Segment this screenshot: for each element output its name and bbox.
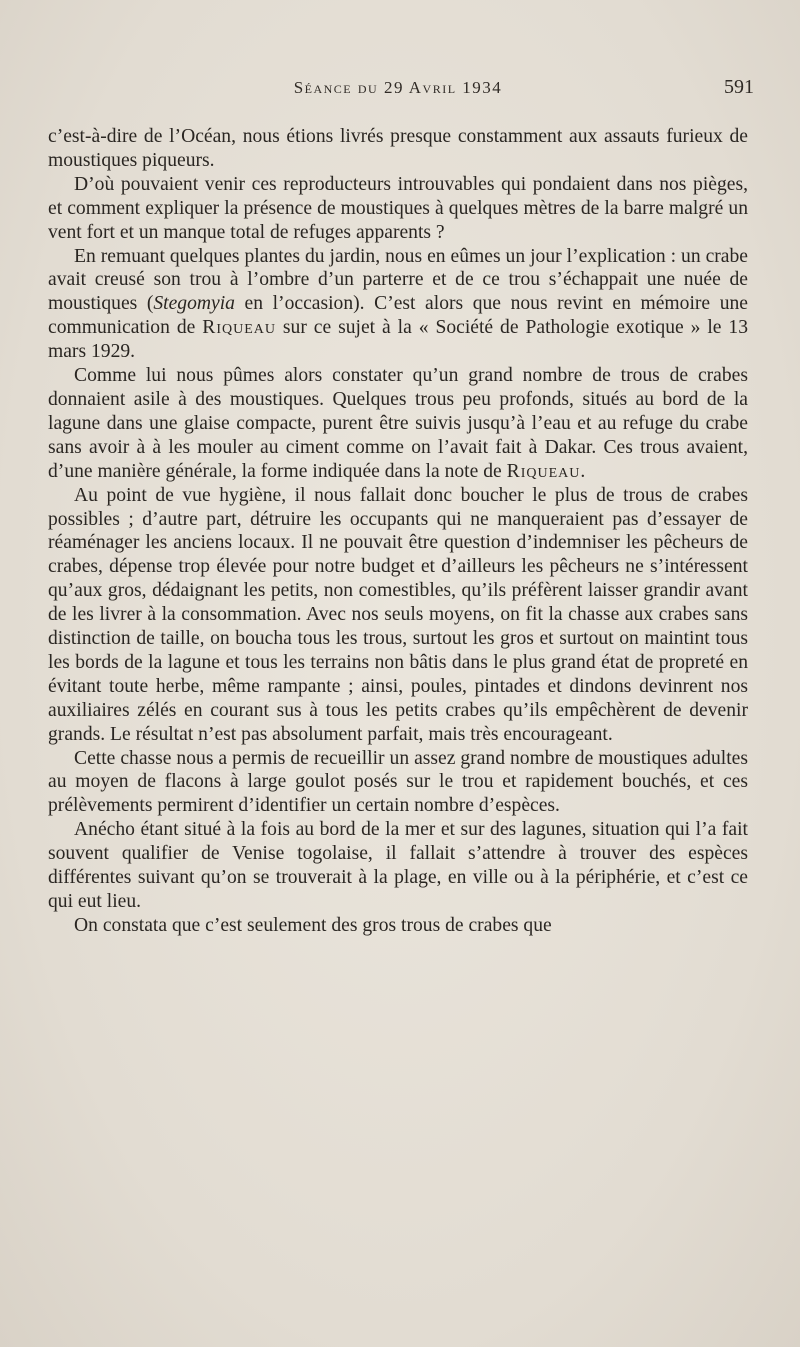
running-header [48,76,754,108]
paragraph [48,364,748,484]
paragraph-text: D’où pouvaient venir ces reproducteurs introuvables qui pondaient dans nos pièges, et comment expliquer la présence de moustiques à quelques mètres de la barre malgré un vent fort et un manque total de refuges apparents ? [48,173,748,243]
paragraph [48,914,748,938]
paragraph-text: Anécho étant situé à la fois au bord de la mer et sur des lagunes, situation qui l’a fait souvent qualifier de Venise togolaise, il fallait s’attendre à trouver des espèces différentes suivant qu’on se trouverait à la plage, en ville ou à la périphérie, et c’est ce qui eut lieu. [48,819,748,912]
paragraph-text: Au point de vue hygiène, il nous fallait donc boucher le plus de trous de crabes possibles ; d’autre part, détruire les occupants qui ne manqueraient pas d’essayer de réaménager les anciens locaux. Il ne pouvait être question d’indemniser les pêcheurs de crabes, dépense trop élevée pour notre budget et d’ailleurs les pêcheurs ne s’intéressent qu’aux gros, dédaignant les petits, non comestibles, qu’ils préfèrent laisser grandir avant de les livrer à la consommation. Avec nos seuls moyens, on fit la chasse aux crabes sans distinction de taille, on boucha tous les trous, surtout les gros et surtout on maintint tous les bords de la lagune et tous les terrains non bâtis dans le plus grand état de propreté en évitant toute herbe, même rampante ; ainsi, poules, pintades et dindons devinrent nos auxiliaires zélés en courant sus à tous les petits crabes qu’ils empêchèrent de devenir grands. Le résultat n’est pas absolument parfait, mais très encourageant. [48,484,748,745]
paragraph-text: En remuant quelques plantes du jardin, nous en eûmes un jour l’explication : un crabe avait creusé son trou à l’ombre d’un parterre et de ce trou s’échappait une nuée de moustiques ( [48,245,748,315]
paragraph [48,173,748,245]
paragraph-text: en l’occasion). C’est alors que nous revint en mémoire une communication de [48,293,748,339]
paragraph [48,245,748,365]
body-text [48,125,748,938]
running-title: Séance du 29 Avril 1934 [293,78,503,97]
paragraph-text: c’est-à-dire de l’Océan, nous étions livrés presque constamment aux assauts furieux de moustiques piqueurs. [48,126,748,171]
author-name: Riqueau [202,317,276,339]
paragraph-text: sur ce sujet à la « Société de Pathologie exotique » le 13 mars 1929. [48,317,748,363]
paragraph [48,818,748,914]
page-number: 591 [724,76,754,98]
paragraph-text: . [580,460,586,482]
paragraph-text: Cette chasse nous a permis de recueillir un assez grand nombre de moustiques adultes au moyen de flacons à large goulot posés sur le trou et rapidement bouchés, et ces prélèvements permirent d’identifier un certain nombre d’espèces. [48,747,748,817]
paragraph [48,747,748,819]
italic-term: Stegomyia [153,293,235,315]
paragraph [48,484,748,747]
paragraph [48,125,748,173]
paragraph-text: Comme lui nous pûmes alors constater qu’un grand nombre de trous de crabes donnaient asile à des moustiques. Quelques trous peu profonds, situés au bord de la lagune dans une glaise compacte, purent être suivis jusqu’à l’eau et au refuge du crabe sans avoir à à les mouler au ciment comme on l’avait fait à Dakar. Ces trous avaient, d’une manière générale, la forme indiquée dans la note de [48,365,748,482]
paragraph-text: On constata que c’est seulement des gros trous de crabes que [74,914,552,936]
author-name: Riqueau [506,460,581,482]
